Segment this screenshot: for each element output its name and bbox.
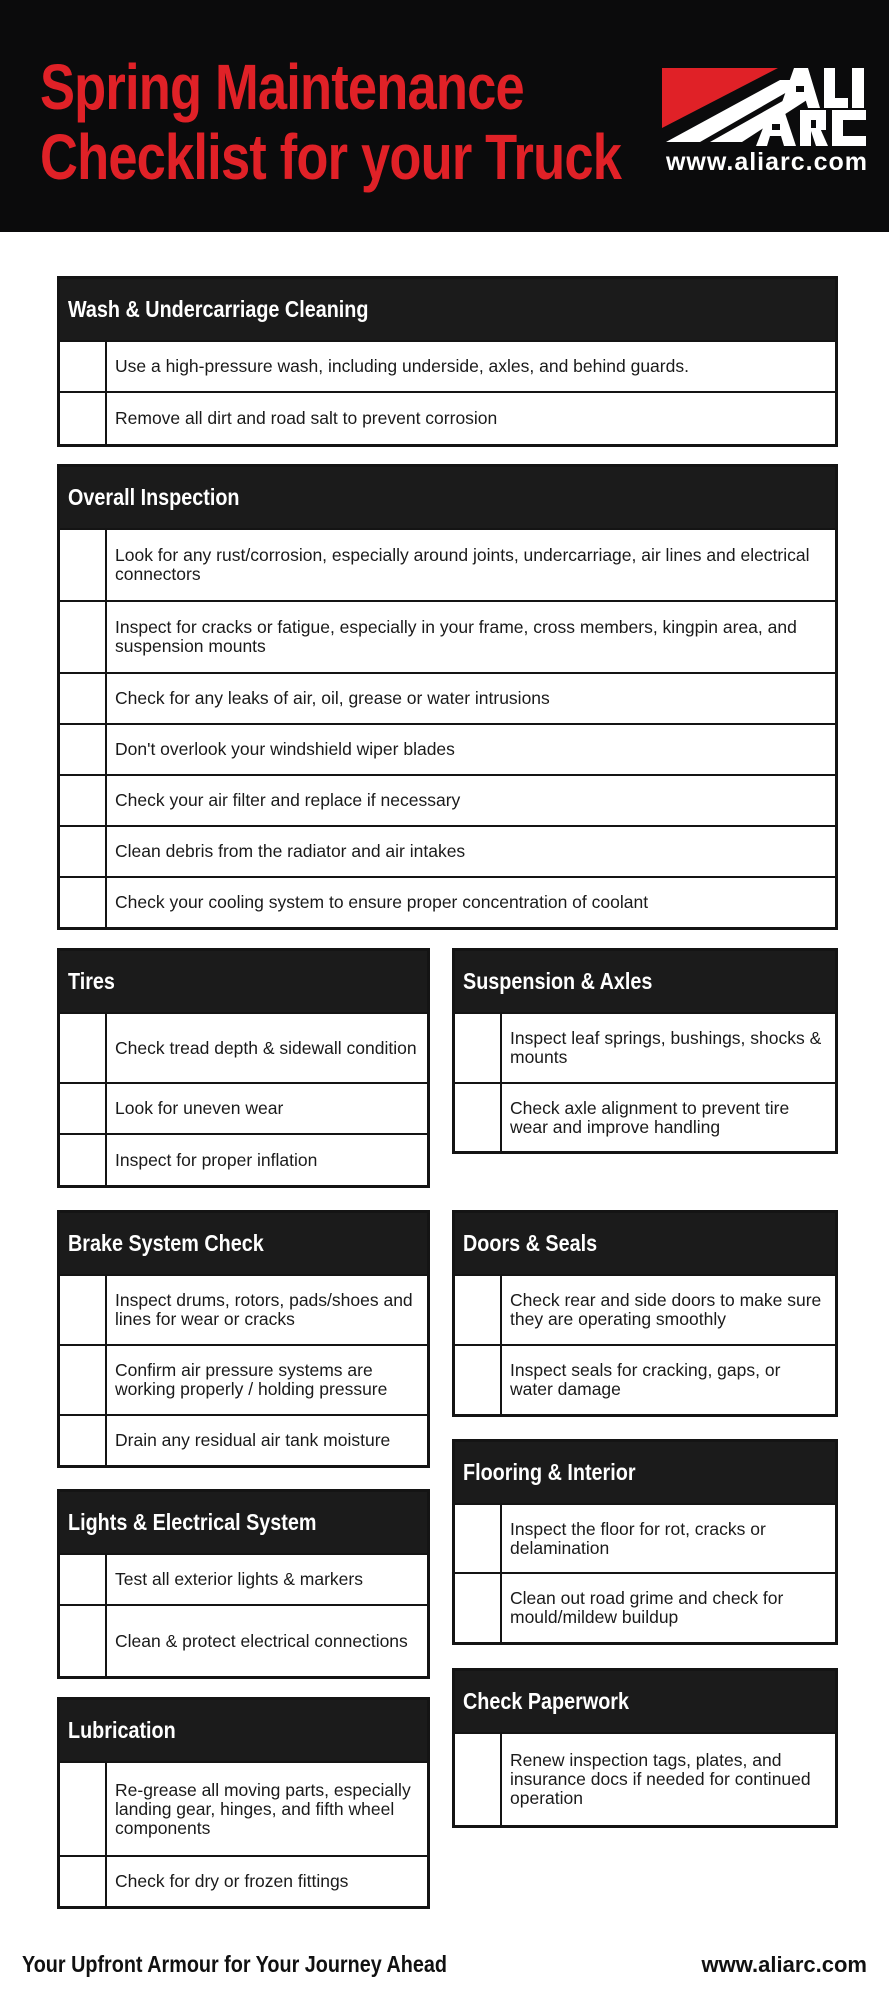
checklist-item [455,1344,835,1414]
item-text: Test all exterior lights & markers [115,1569,363,1589]
checklist-item [60,825,835,876]
checklist-item [60,1604,427,1676]
checklist-item [60,876,835,927]
item-text: Check rear and side doors to make sure they are operating smoothly [510,1290,822,1329]
checkbox[interactable] [60,878,107,927]
section-header [455,1671,835,1732]
item-text: Inspect the floor for rot, cracks or delamination [510,1518,766,1558]
lubrication-section [57,1697,430,1909]
section-header [455,951,835,1012]
checkbox[interactable] [60,1276,107,1344]
checklist-item [60,1012,427,1082]
item-text: Check your cooling system to ensure proper concentration of coolant [115,892,649,912]
paperwork-section [452,1668,838,1828]
checklist-item [60,340,835,391]
doors-seals-section [452,1210,838,1417]
brake-system-section [57,1210,430,1468]
checkbox[interactable] [455,1734,502,1825]
tires-section [57,948,430,1188]
item-text: Check for dry or frozen fittings [115,1871,349,1891]
lights-electrical-section [57,1489,430,1679]
item-text: Check your air filter and replace if necessary [115,790,461,810]
header-website: www.aliarc.com [665,148,869,176]
checkbox[interactable] [455,1276,502,1344]
footer-website: www.aliarc.com [701,1952,867,1977]
overall-inspection-section [57,464,838,930]
item-text: Inspect for proper inflation [115,1149,318,1170]
page-title [40,52,621,192]
checkbox[interactable] [455,1505,502,1572]
section-title: Check Paperwork [463,1688,630,1714]
footer-tagline: Your Upfront Armour for Your Journey Ahead [22,1951,447,1977]
item-text: Use a high-pressure wash, including underside, axles, and behind guards. [115,356,689,376]
item-text: Clean & protect electrical connections [115,1630,408,1651]
item-text: Inspect seals for cracking, gaps, or water damage [510,1360,781,1399]
checklist-item [60,723,835,774]
checkbox[interactable] [60,725,107,774]
checkbox[interactable] [455,1014,502,1082]
item-text: Remove all dirt and road salt to prevent corrosion [115,408,498,428]
item-text: Don't overlook your windshield wiper blades [115,739,455,759]
header-banner [0,0,889,232]
checkbox[interactable] [455,1346,502,1414]
checklist-item [455,1732,835,1825]
section-title: Doors & Seals [463,1230,598,1256]
checklist-item [60,528,835,600]
section-header [60,279,835,340]
section-header [60,1492,427,1553]
checkbox[interactable] [60,776,107,825]
checkbox[interactable] [60,530,107,600]
checklist-item [60,774,835,825]
section-header [455,1442,835,1503]
checklist-item [455,1012,835,1082]
checkbox[interactable] [60,1606,107,1676]
item-text: Look for uneven wear [115,1098,284,1118]
section-title: Tires [68,968,115,994]
item-text: Check axle alignment to prevent tire wear and improve handling [510,1097,790,1137]
item-text: Look for any rust/corrosion, especially around joints, undercarriage, air lines and electrical connectors [115,545,810,584]
section-header [455,1213,835,1274]
checklist-item [60,1761,427,1855]
checklist-item [60,1133,427,1185]
checkbox[interactable] [60,1346,107,1414]
checkbox[interactable] [60,1014,107,1082]
checklist-item [455,1082,835,1151]
section-title: Suspension & Axles [463,968,653,994]
checkbox[interactable] [60,1084,107,1133]
item-text: Inspect drums, rotors, pads/shoes and lines for wear or cracks [115,1290,413,1329]
checkbox[interactable] [455,1084,502,1151]
checkbox[interactable] [60,1135,107,1185]
ali-arc-logo [660,62,870,148]
checklist-item [455,1503,835,1572]
checkbox[interactable] [60,1857,107,1906]
item-text: Check for any leaks of air, oil, grease or water intrusions [115,688,550,708]
item-text: Renew inspection tags, plates, and insurance docs if needed for continued operation [510,1750,811,1808]
checklist-item [60,1855,427,1906]
section-title: Wash & Undercarriage Cleaning [68,296,369,322]
item-text: Re-grease all moving parts, especially landing gear, hinges, and fifth wheel components [115,1779,411,1838]
section-title: Lights & Electrical System [68,1509,317,1535]
checklist-item [60,1082,427,1133]
item-text: Check tread depth & sidewall condition [115,1037,417,1058]
checkbox[interactable] [60,674,107,723]
section-title: Flooring & Interior [463,1459,636,1485]
checkbox[interactable] [60,1763,107,1855]
section-header [60,951,427,1012]
checkbox[interactable] [60,827,107,876]
checkbox[interactable] [455,1574,502,1642]
checkbox[interactable] [60,1555,107,1604]
wash-section [57,276,838,447]
checklist-item [455,1572,835,1642]
item-text: Inspect for cracks or fatigue, especially in your frame, cross members, kingpin area, and suspension mounts [115,617,797,656]
section-title: Lubrication [68,1717,176,1743]
checklist-item [60,1274,427,1344]
checkbox[interactable] [60,602,107,672]
flooring-interior-section [452,1439,838,1645]
checklist-item [60,1553,427,1604]
item-text: Confirm air pressure systems are working properly / holding pressure [115,1360,388,1399]
checklist-item [455,1274,835,1344]
title-line-2: Checklist for your Truck [40,121,622,193]
checklist-item [60,1414,427,1465]
checkbox[interactable] [60,393,107,444]
section-title: Overall Inspection [68,484,240,510]
item-text: Inspect leaf springs, bushings, shocks & mounts [510,1028,822,1067]
checklist-item [60,600,835,672]
item-text: Clean debris from the radiator and air intakes [115,841,466,861]
item-text: Clean out road grime and check for mould/mildew buildup [510,1588,784,1627]
section-title: Brake System Check [68,1230,264,1256]
section-header [60,1213,427,1274]
checkbox[interactable] [60,342,107,391]
section-header [60,1700,427,1761]
checklist-item [60,1344,427,1414]
suspension-section [452,948,838,1154]
checklist-item [60,672,835,723]
section-header [60,467,835,528]
checklist-item [60,391,835,444]
checkbox[interactable] [60,1416,107,1465]
title-line-1: Spring Maintenance [40,51,524,123]
item-text: Drain any residual air tank moisture [115,1430,391,1450]
